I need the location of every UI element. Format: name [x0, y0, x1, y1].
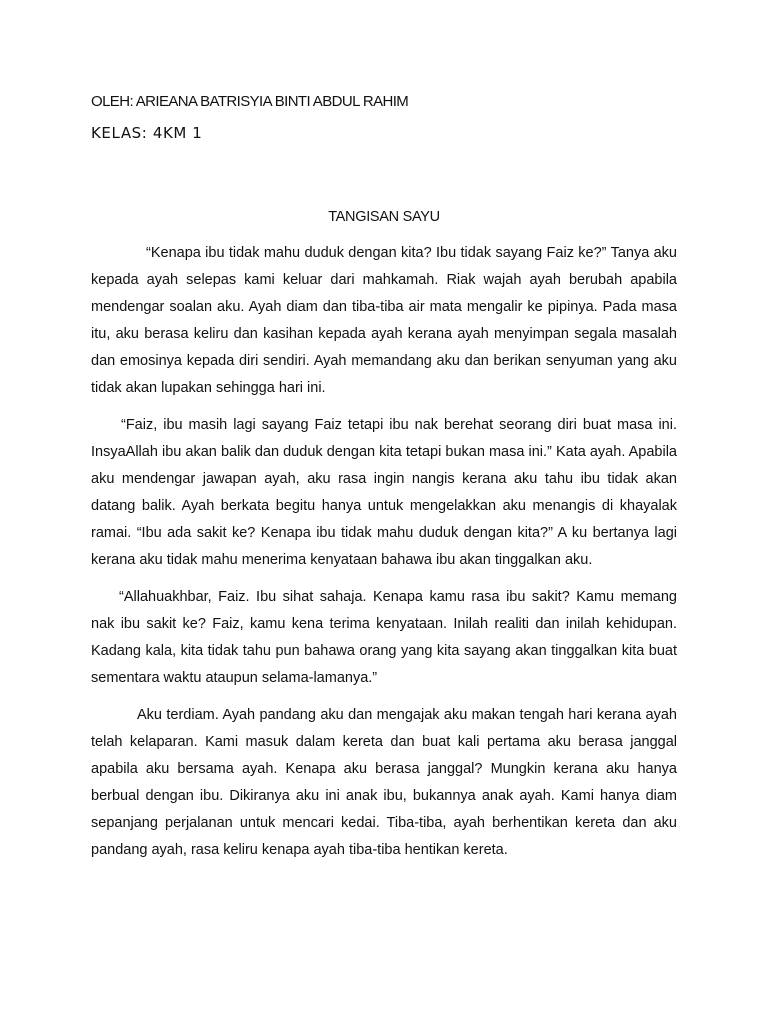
author-line: OLEH: ARIEANA BATRISYIA BINTI ABDUL RAHIM	[91, 93, 409, 110]
class-line: KELAS: 4KM 1	[91, 124, 203, 142]
story-title: TANGISAN SAYU	[328, 209, 440, 225]
story-body	[91, 240, 677, 874]
paragraph: “Kenapa ibu tidak mahu duduk dengan kita? Ibu tidak sayang Faiz ke?” Tanya aku kepada ayah selepas kami keluar dari mahkamah. Riak wajah ayah berubah apabila mendengar soalan aku. Ayah diam dan tiba-tiba air mata mengalir ke pipinya. Pada masa itu, aku berasa keliru dan kasihan kepada ayah kerana ayah menyimpan segala masalah dan emosinya kepada diri sendiri. Ayah memandang aku dan berikan senyuman yang aku tidak akan lupakan sehingga hari ini.	[91, 245, 677, 396]
paragraph: “Allahuakhbar, Faiz. Ibu sihat sahaja. Kenapa kamu rasa ibu sakit? Kamu memang nak ibu sakit ke? Faiz, kamu kena terima kenyataan. Inilah realiti dan inilah kehidupan. Kadang kala, kita tidak tahu pun bahawa orang yang kita sayang akan tinggalkan kita buat sementara waktu ataupun selama-lamanya.”	[91, 589, 677, 686]
paragraph: Aku terdiam. Ayah pandang aku dan mengajak aku makan tengah hari kerana ayah telah kelaparan. Kami masuk dalam kereta dan buat kali pertama aku berasa janggal apabila aku bersama ayah. Kenapa aku berasa janggal? Mungkin kerana aku hanya berbual dengan ibu. Dikiranya aku ini anak ibu, bukannya anak ayah. Kami hanya diam sepanjang perjalanan untuk mencari kedai. Tiba-tiba, ayah berhentikan kereta dan aku pandang ayah, rasa keliru kenapa ayah tiba-tiba hentikan kereta.	[91, 707, 677, 858]
paragraph: “Faiz, ibu masih lagi sayang Faiz tetapi ibu nak berehat seorang diri buat masa ini. InsyaAllah ibu akan balik dan duduk dengan kita tetapi bukan masa ini.” Kata ayah. Apabila aku mendengar jawapan ayah, aku rasa ingin nangis kerana aku tahu ibu tidak akan datang balik. Ayah berkata begitu hanya untuk mengelakkan aku menangis di khayalak ramai. “Ibu ada sakit ke? Kenapa ibu tidak mahu duduk dengan kita?” A ku bertanya lagi kerana aku tidak mahu menerima kenyataan bahawa ibu akan tinggalkan aku.	[91, 417, 677, 568]
